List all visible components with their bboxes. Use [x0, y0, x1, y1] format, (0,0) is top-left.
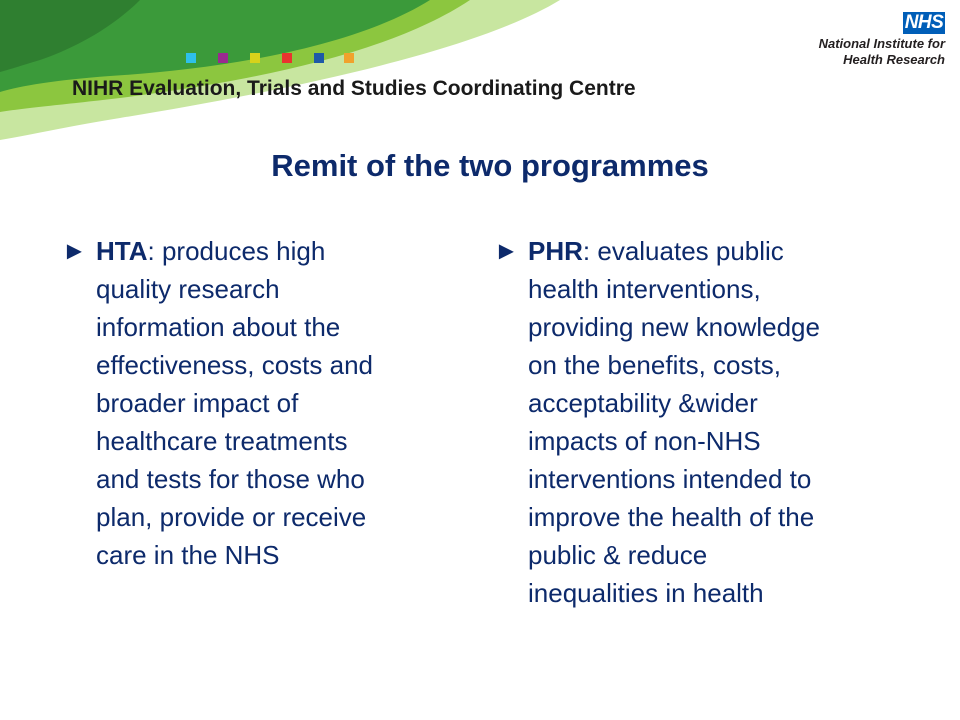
hta-line: healthcare treatments — [96, 426, 348, 456]
phr-line: public & reduce — [528, 540, 708, 570]
logo-line-1: National Institute for — [818, 36, 945, 51]
hta-line: effectiveness, costs and — [96, 350, 374, 380]
phr-line: PHR: evaluates public — [528, 236, 784, 266]
hta-line: care in the NHS — [96, 540, 280, 570]
phr-line: impacts of non-NHS — [528, 426, 761, 456]
decor-square-4 — [282, 53, 292, 63]
hta-lead: HTA — [96, 236, 148, 266]
hta-line: quality research — [96, 274, 280, 304]
decor-square-2 — [218, 53, 228, 63]
decor-square-3 — [250, 53, 260, 63]
phr-lead: PHR — [528, 236, 583, 266]
phr-line: health interventions, — [528, 274, 761, 304]
phr-line: interventions intended to — [528, 464, 812, 494]
phr-line: acceptability &wider — [528, 388, 758, 418]
hta-line: HTA: produces high — [96, 236, 326, 266]
slide-title: Remit of the two programmes — [271, 148, 709, 183]
hta-line: broader impact of — [96, 388, 299, 418]
hta-line: plan, provide or receive — [96, 502, 367, 532]
organisation-title: NIHR Evaluation, Trials and Studies Coordinating Centre — [72, 77, 636, 100]
hta-line: and tests for those who — [96, 464, 365, 494]
bullet-arrow-icon: ► — [494, 237, 519, 265]
hta-line: information about the — [96, 312, 341, 342]
decor-square-1 — [186, 53, 196, 63]
phr-line: on the benefits, costs, — [528, 350, 781, 380]
header-swoosh-graphic — [0, 0, 960, 140]
phr-line: inequalities in health — [528, 578, 764, 608]
phr-line: improve the health of the — [528, 502, 815, 532]
decor-square-6 — [344, 53, 354, 63]
bullet-arrow-icon: ► — [62, 237, 87, 265]
phr-description — [528, 232, 820, 612]
hta-description — [96, 232, 373, 574]
logo-line-2: Health Research — [843, 52, 945, 67]
nhs-badge: NHS — [904, 12, 944, 33]
phr-line: providing new knowledge — [528, 312, 820, 342]
decor-square-5 — [314, 53, 324, 63]
